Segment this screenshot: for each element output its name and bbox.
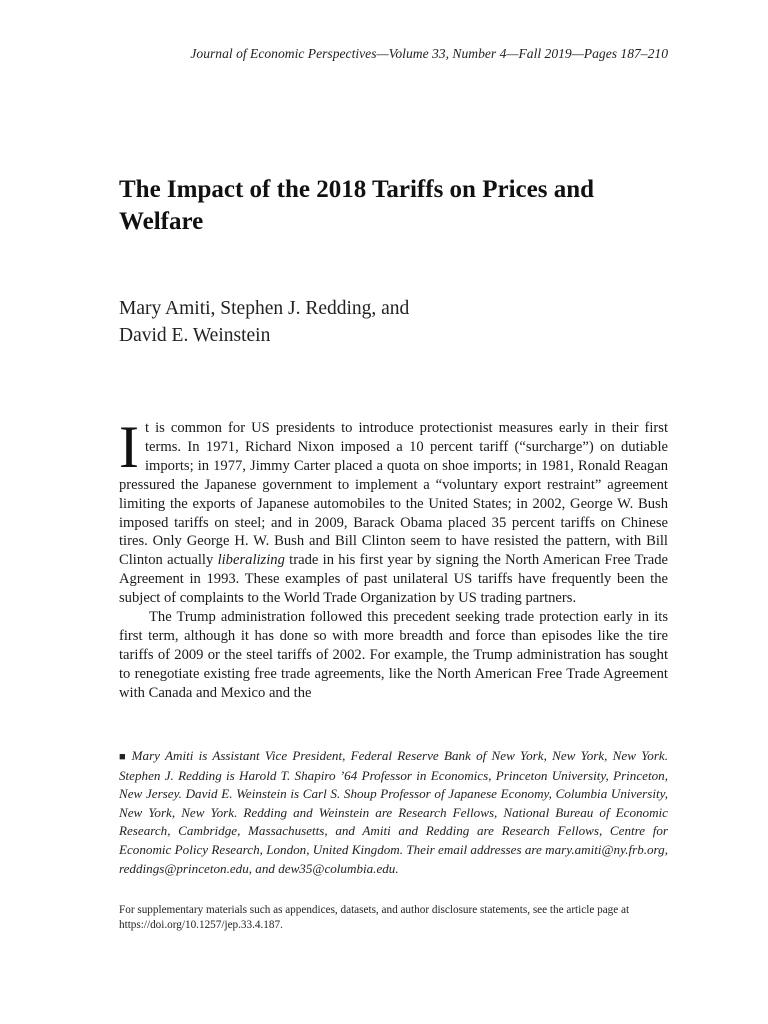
- authors-line-2: David E. Weinstein: [119, 325, 271, 346]
- italic-emphasis: liberalizing: [217, 552, 285, 569]
- article-body: [119, 414, 668, 703]
- author-affiliation-note: [119, 747, 668, 878]
- square-bullet-icon: ■: [119, 751, 128, 763]
- paragraph-1: [119, 414, 668, 608]
- affiliation-text: Mary Amiti is Assistant Vice President, Federal Reserve Bank of New York, New York, New York. Stephen J. Redding is Harold T. Shapiro ’64 Professor in Economics, Princeton University, Princeton, New Jersey. David E. Weinstein is Carl S. Shoup Professor of Japanese Economy, Columbia University, New York, New York. Redding and Weinstein are Research Fellows, National Bureau of Economic Research, Cambridge, Massachusetts, and Amiti and Redding are Research Fellows, Centre for Economic Policy Research, London, United Kingdom. Their email addresses are mary.amiti@ny.frb.org, reddings@princeton.edu, and dew35@columbia.edu.: [119, 748, 668, 876]
- drop-cap: I: [119, 414, 139, 480]
- paragraph-1-text-b: trade in his first year by signing the North American Free Trade Agreement in 1993. These examples of past unilateral US tariffs have frequently been the subject of complaints to the World Trade Organization by US trading partners.: [119, 552, 668, 607]
- authors-line-1: Mary Amiti, Stephen J. Redding, and: [119, 298, 410, 319]
- paragraph-2: The Trump administration followed this precedent seeking trade protection early in its first term, although it has done so with more breadth and force than episodes like the tire tariffs of 2009 or the steel tariffs of 2002. For example, the Trump administration has sought to renegotiate existing free trade agreements, like the North American Free Trade Agreement with Canada and Mexico and the: [119, 609, 668, 701]
- paragraph-1-text-a: t is common for US presidents to introduce protectionist measures early in their first terms. In 1971, Richard Nixon imposed a 10 percent tariff (“surcharge”) on dutiable imports; in 1977, Jimmy Carter placed a quota on shoe imports; in 1981, Ronald Reagan pressured the Japanese government to implement a “voluntary export restraint” agreement limiting the exports of Japanese automobiles to the United States; in 2002, George W. Bush imposed tariffs on steel; and in 2009, Barack Obama placed 35 percent tariffs on Chinese tires. Only George H. W. Bush and Bill Clinton seem to have resisted the pattern, with Bill Clinton actually: [119, 420, 668, 569]
- supplementary-note: For supplementary materials such as appendices, datasets, and author disclosure statements, see the article page at https://doi.org/10.1257/jep.33.4.187.: [119, 904, 630, 931]
- running-head: Journal of Economic Perspectives—Volume 33, Number 4—Fall 2019—Pages 187–210: [190, 46, 668, 61]
- article-title: The Impact of the 2018 Tariffs on Prices and Welfare: [119, 176, 594, 235]
- author-list: [119, 295, 639, 349]
